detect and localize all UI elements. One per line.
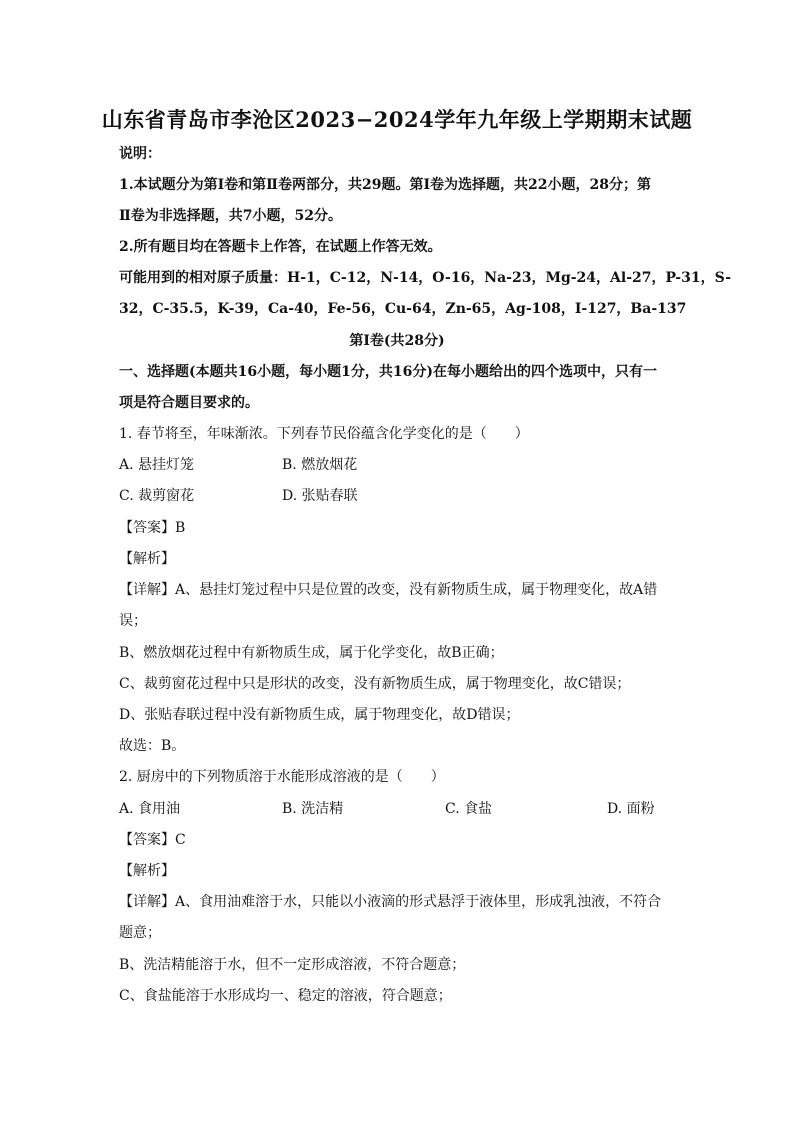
q2-detail-b: B、洗洁精能溶于水，但不一定形成溶液，不符合题意； [119, 957, 466, 973]
intro-note1-line1: 1.本试题分为第Ⅰ卷和第Ⅱ卷两部分，共29题。第Ⅰ卷为选择题，共22小题，28分；第 [119, 177, 651, 193]
part1-instruction-line1: 一、选择题(本题共16小题，每小题1分，共16分)在每小题给出的四个选项中，只有一 [119, 364, 657, 380]
q2-option-c: C. 食盐 [445, 801, 493, 817]
q2-detail-c: C、食盐能溶于水形成均一、稳定的溶液，符合题意； [119, 988, 452, 1004]
q1-detail-b: B、燃放烟花过程中有新物质生成，属于化学变化，故B正确； [119, 645, 504, 661]
q1-detail-d: D、张贴春联过程中没有新物质生成，属于物理变化，故D错误； [119, 707, 520, 723]
q1-option-a: A. 悬挂灯笼 [119, 457, 195, 473]
q1-stem: 1. 春节将至，年味渐浓。下列春节民俗蕴含化学变化的是（ ） [119, 426, 529, 442]
q1-answer: 【答案】B [119, 520, 186, 536]
atomic-mass-line2: 32，C-35.5，K-39，Ca-40，Fe-56，Cu-64，Zn-65，Ag-108，I-127，Ba-137 [119, 301, 687, 317]
intro-note1-line2: Ⅱ卷为非选择题，共7小题，52分。 [119, 208, 343, 224]
q2-analysis-label: 【解析】 [119, 863, 175, 879]
part1-instruction-line2: 项是符合题目要求的。 [119, 395, 259, 411]
q1-option-b: B. 燃放烟花 [282, 457, 358, 473]
intro-label: 说明： [119, 146, 161, 162]
q2-answer: 【答案】C [119, 832, 186, 848]
section-title: 第Ⅰ卷(共28分) [349, 333, 445, 349]
atomic-mass-line1: 可能用到的相对原子质量：H-1，C-12，N-14，O-16，Na-23，Mg-24，Al-27，P-31，S- [119, 270, 732, 286]
q2-option-b: B. 洗洁精 [282, 801, 344, 817]
q1-detail-line1: 【详解】A、悬挂灯笼过程中只是位置的改变，没有新物质生成，属于物理变化，故A错 [119, 582, 658, 598]
q2-option-a: A. 食用油 [119, 801, 181, 817]
q1-detail-c: C、裁剪窗花过程中只是形状的改变，没有新物质生成，属于物理变化，故C错误； [119, 676, 631, 692]
q1-detail-line2: 误； [119, 613, 147, 629]
q2-detail-line1: 【详解】A、食用油难溶于水，只能以小液滴的形式悬浮于液体里，形成乳浊液，不符合 [119, 894, 662, 910]
q2-stem: 2. 厨房中的下列物质溶于水能形成溶液的是（ ） [119, 769, 445, 785]
intro-note2: 2.所有题目均在答题卡上作答，在试题上作答无效。 [119, 239, 442, 255]
q1-conclusion: 故选：B。 [119, 738, 186, 754]
page-title: 山东省青岛市李沧区2023−2024学年九年级上学期期末试题 [101, 107, 693, 132]
q1-option-d: D. 张贴春联 [282, 488, 358, 504]
q2-option-d: D. 面粉 [607, 801, 655, 817]
q2-detail-line2: 题意； [119, 925, 161, 941]
q1-option-c: C. 裁剪窗花 [119, 488, 195, 504]
q1-analysis-label: 【解析】 [119, 551, 175, 567]
